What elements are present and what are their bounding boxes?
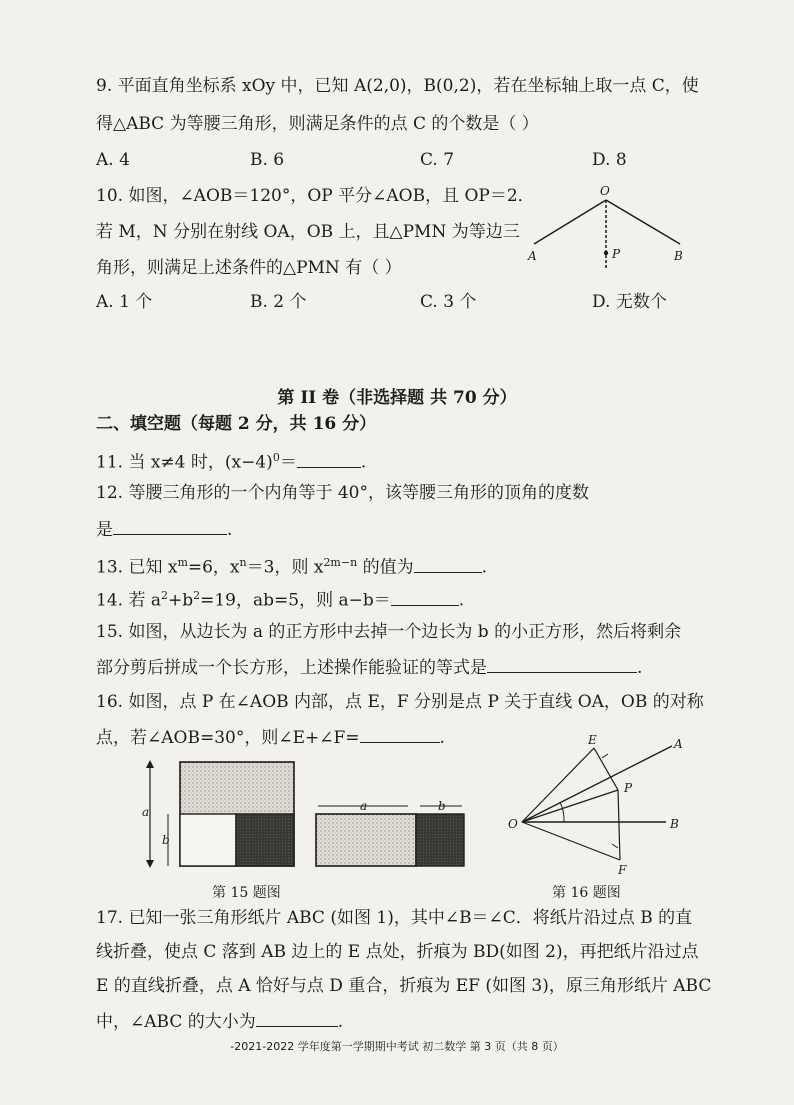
q14-p2: +b — [167, 590, 194, 611]
q17-line3: E 的直线折叠，点 A 恰好与点 D 重合，折痕为 EF (如图 3)，原三角形纸片 ABC — [96, 976, 712, 996]
section2-title: 第 II 卷（非选择题 共 70 分） — [277, 388, 517, 408]
section2-heading: 二、填空题（每题 2 分，共 16 分） — [96, 414, 377, 434]
q11-suffix: ＝ — [279, 452, 297, 473]
fig16-segment-oe — [522, 748, 594, 822]
fig15-caption: 第 15 题图 — [212, 885, 281, 901]
fig15-rect-dark-part — [416, 814, 464, 866]
fig15-white-part — [180, 814, 236, 866]
q15-answer-blank[interactable] — [487, 654, 637, 673]
fig16-segment-op — [522, 790, 618, 822]
q10-option-a: A. 1 个 — [96, 292, 153, 312]
fig15-long-rect — [316, 814, 416, 866]
fig16-label-f: F — [618, 863, 627, 877]
fig16-angle-arc — [560, 802, 564, 822]
fig16-caption: 第 16 题图 — [552, 885, 621, 901]
q13-s3: 2m−n — [323, 556, 358, 569]
fig16-label-o: O — [508, 817, 518, 831]
q14-p1: 14. 若 a — [96, 590, 161, 611]
q11-answer-blank[interactable] — [297, 449, 361, 468]
q17-line2: 线折叠，使点 C 落到 AB 边上的 E 点处，折痕为 BD(如图 2)，再把纸片沿过点 — [96, 942, 699, 962]
q14 — [96, 584, 464, 613]
q16-line2-text: 点，若∠AOB=30°，则∠E+∠F= — [96, 728, 360, 748]
q10-label-o: O — [600, 184, 610, 198]
q10-label-b: B — [674, 249, 683, 263]
fig15-a-arrow-top — [146, 760, 154, 768]
q10-ray-oa — [534, 200, 606, 244]
q17-line4-text: 中，∠ABC 的大小为 — [96, 1012, 256, 1032]
q15-figure — [140, 758, 480, 870]
q11-sup: 0 — [272, 451, 280, 464]
q16-end: . — [439, 728, 445, 748]
fig15-label-a-left: a — [142, 805, 150, 819]
q15-line2-text: 部分剪后拼成一个长方形，上述操作能验证的等式是 — [96, 658, 487, 678]
q9-option-c: C. 7 — [420, 150, 455, 170]
q13-p4: 的值为 — [357, 557, 414, 578]
q15-end: . — [637, 658, 643, 678]
fig15-label-b-left: b — [162, 833, 170, 847]
fig16-segment-of — [522, 822, 620, 860]
q10-line3: 角形，则满足上述条件的△PMN 有（ ） — [96, 258, 402, 278]
fig16-ray-oa — [522, 746, 672, 822]
q13-p2: =6，x — [187, 557, 240, 578]
q12-line1: 12. 等腰三角形的一个内角等于 40°，该等腰三角形的顶角的度数 — [96, 483, 589, 503]
q9-line2: 得△ABC 为等腰三角形，则满足条件的点 C 的个数是（ ） — [96, 114, 539, 134]
q14-answer-blank[interactable] — [391, 587, 459, 606]
q12-line2 — [96, 516, 232, 542]
fig15-small-square — [236, 814, 294, 866]
fig16-label-a: A — [674, 737, 683, 751]
fig15-label-a-top: a — [360, 799, 368, 813]
q10-ray-ob — [606, 200, 680, 244]
q13-s1: m — [177, 556, 188, 569]
fig15-label-b-top: b — [438, 799, 446, 813]
q10-line1: 10. 如图，∠AOB＝120°，OP 平分∠AOB，且 OP＝2． — [96, 186, 535, 206]
q11-prefix: 11. 当 x≠4 时，(x−4) — [96, 452, 273, 473]
q12-end: . — [227, 520, 233, 540]
q17-line1: 17. 已知一张三角形纸片 ABC (如图 1)，其中∠B＝∠C．将纸片沿过点 B 的直 — [96, 908, 693, 928]
q15-line1: 15. 如图，从边长为 a 的正方形中去掉一个边长为 b 的小正方形，然后将剩余 — [96, 622, 682, 642]
q17-answer-blank[interactable] — [256, 1008, 338, 1027]
page-footer: -2021-2022 学年度第一学期期中考试 初二数学 第 3 页（共 8 页） — [230, 1040, 564, 1053]
q10-point-p — [604, 251, 608, 255]
q13-answer-blank[interactable] — [414, 554, 482, 573]
q13-p3: ＝3，则 x — [246, 557, 324, 578]
q16-figure — [508, 732, 698, 878]
q14-s1: 2 — [160, 589, 168, 602]
q12-line2-text: 是 — [96, 520, 113, 540]
q12-answer-blank[interactable] — [113, 516, 227, 535]
q13 — [96, 551, 487, 580]
fig16-tick-2 — [612, 844, 618, 848]
q9-option-b: B. 6 — [250, 150, 285, 170]
q13-s2: n — [239, 556, 247, 569]
q11-end: . — [360, 452, 367, 473]
q17-line4 — [96, 1008, 343, 1034]
q9-option-d: D. 8 — [592, 150, 627, 170]
fig16-segment-pf — [618, 790, 620, 860]
q16-line2 — [96, 724, 445, 750]
q10-figure — [520, 180, 700, 270]
q10-label-p: P — [612, 247, 621, 261]
fig15-a-arrow-bottom — [146, 860, 154, 868]
fig16-tick-1 — [602, 754, 608, 758]
q9-line1: 9. 平面直角坐标系 xOy 中，已知 A(2,0)，B(0,2)，若在坐标轴上取一点 C，使 — [96, 76, 699, 96]
q11 — [96, 446, 366, 475]
fig16-label-p: P — [624, 781, 633, 795]
q10-line2: 若 M，N 分别在射线 OA，OB 上，且△PMN 为等边三 — [96, 222, 520, 242]
q14-p3: =19，ab=5，则 a−b＝ — [200, 590, 391, 611]
q10-label-a: A — [528, 249, 537, 263]
q15-line2 — [96, 654, 642, 680]
q14-s2: 2 — [193, 589, 201, 602]
fig16-label-b: B — [670, 817, 679, 831]
q10-option-b: B. 2 个 — [250, 292, 307, 312]
fig16-label-e: E — [588, 733, 597, 747]
q13-end: . — [481, 557, 487, 578]
q10-option-c: C. 3 个 — [420, 292, 477, 312]
q16-answer-blank[interactable] — [360, 724, 440, 743]
q10-option-d: D. 无数个 — [592, 292, 667, 312]
q16-line1: 16. 如图，点 P 在∠AOB 内部，点 E，F 分别是点 P 关于直线 OA，OB 的对称 — [96, 692, 704, 712]
q9-option-a: A. 4 — [96, 150, 130, 170]
q14-end: . — [458, 590, 465, 611]
q17-end: . — [337, 1012, 344, 1032]
q13-p1: 13. 已知 x — [96, 557, 178, 578]
